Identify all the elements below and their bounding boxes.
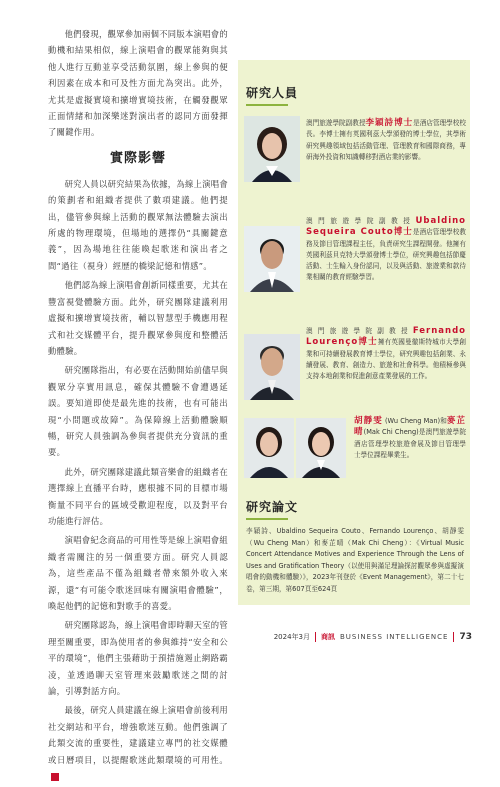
researcher-photo xyxy=(244,418,294,478)
bio-title: 澳門旅遊學院副教授 xyxy=(306,327,413,335)
paragraph: 研究人員以研究結果為依據，為線上演唱會的策劃者和組織者提供了數項建議。他們提出，儘管參與線上活動的觀眾無法體驗去演出所處的物理環境，但場地的選擇仍“具關鍵意義”，因為場地往往能喚起歌迷和演出者之間“過往（視身）經歷的橋梁記憶和情感”。 xyxy=(48,178,228,271)
bio-title: 澳門旅遊學院副教授 xyxy=(306,119,366,127)
bio-text: 是澳門旅遊學院酒店管理學校旅遊會展及節目管理學士學位課程畢業生。 xyxy=(354,428,466,459)
bio-text: 是酒店管理學校校長。李博士擁有英國利茲大學頒發的博士學位，其學術研究興趣領域包括活動管理、管理教育和國際商務，專研海外投資和知識轉移對酒店業的影響。 xyxy=(306,119,466,161)
page-number: 73 xyxy=(459,632,472,642)
researcher-bio xyxy=(354,416,466,461)
researcher-3 xyxy=(244,324,466,414)
researcher-bio xyxy=(306,326,466,382)
researcher-photo xyxy=(244,116,300,182)
researcher-bio xyxy=(306,216,466,284)
bio-text: 是酒店管理學校教務及節目管理課程主任，負責研究生課程開發。他擁有英國利茲貝克特大學頒發博士學位，研究興趣包括節慶活動、士生輪入身份認同，以及與活動、旅遊業和款待業相關的教育經驗學習。 xyxy=(306,228,467,282)
researcher-name: 麥芷晴 xyxy=(354,416,466,438)
researcher-bio xyxy=(306,118,466,163)
bio-title: 澳門旅遊學院副教授 xyxy=(306,217,416,225)
paper-citation: 李穎詩、Ubaldino Sequeira Couto、Fernando Lourenço、胡靜雯（Wu Cheng Man）和麥芷晴（Mak Chi Cheng）：《Virtual Music Concert Attendance Motives and Experience Through the Lens of Uses and Gratification Theory（以使用與滿足理論探討觀眾參與虛擬演唱會的動機和體驗）》，2023年刊登於《Event Management》，第二十七卷，第三期，第607頁至624頁 xyxy=(246,527,464,593)
paragraph: 此外，研究團隊建議此類音樂會的組織者在選擇線上直播平台時，應根據不同的目標市場衡量不同平台的區域受歡迎程度，以及對平台功能進行評估。 xyxy=(48,466,228,526)
researcher-photo xyxy=(296,418,346,478)
magazine-name: BUSINESS INTELLIGENCE xyxy=(340,633,449,641)
researcher-1 xyxy=(244,116,466,206)
paragraph: 演唱會紀念商品的可用性等是線上演唱會組織者需關注的另一個重要方面。研究人員認為，這些產品不僅為組織者帶來額外收入來源，還“有可能令歌迷回味有關演唱會體驗”，喚起他們的記憶和對歌手的喜愛。 xyxy=(48,535,228,611)
researchers-title: 研究人員 xyxy=(246,84,298,106)
footer-divider xyxy=(453,632,454,642)
paragraph-last xyxy=(48,702,228,784)
researcher-name: 李穎詩博士 xyxy=(365,118,414,128)
issue-date: 2024年3月 xyxy=(273,633,310,641)
researcher-photo xyxy=(244,226,300,292)
section-heading: 實際影響 xyxy=(109,150,166,166)
bio-text: 擁有英國曼徹斯特城市大學創業和可持續發展教育博士學位，研究興趣包括創業、永續發展、教育、創造力、旅遊和社會科學。他積極參與支持本地創業和促進創意產業發展的工作。 xyxy=(306,338,466,381)
paragraph: 他們發現，觀眾參加兩個不同版本演唱會的動機和結果相似，線上演唱會的觀眾能夠與其他人進行互動並享受活動氛圍，線上參與的便利因素在成本和可及性方面尤為突出。此外，尤其是虛擬實境和擴增實境技術，在觸發觀眾正面情緒和加深樂迷對演出者的認同方面發揮了關鍵作用。 xyxy=(48,29,228,138)
end-of-article-mark: BI xyxy=(51,773,59,781)
researchers-sidebar xyxy=(238,60,470,605)
paragraph: 研究團隊認為，線上演唱會即時聊天室的管理至關重要，即為使用者的參與維持“安全和公平的環境”，他們主張藉助于預措施遏止網路霸凌，並透過聊天室管理來鼓勵歌迷之間的討論，引導對話方向。 xyxy=(48,620,228,697)
page-footer xyxy=(274,632,472,642)
researcher-name: 胡靜雯 xyxy=(354,416,383,426)
researcher-name: Ubaldino Sequeira Couto博士 xyxy=(306,216,466,238)
researcher-2 xyxy=(244,212,466,320)
article-body xyxy=(48,26,228,787)
researcher-4 xyxy=(244,414,466,504)
magazine-brand: 商訊 xyxy=(321,633,335,641)
footer-divider xyxy=(315,632,316,642)
researcher-name-en: (Mak Chi Cheng) xyxy=(363,428,419,437)
paragraph: 他們認為線上演唱會創新同樣重要，尤其在豐富視覺體驗方面。此外，研究團隊建議利用虛擬和擴增實境技術，輔以智慧型手機應用程式和社交媒體平台，提升觀眾參與度和整體活動體驗。 xyxy=(48,280,228,356)
paragraph-text: 最後，研究人員建議在線上演唱會前後利用社交網站和平台，增強歌迷互動。他們強調了此類交流的重要性，建議建立專門的社交媒體或日曆項目，以提醒歌迷此類環境的可用性。 xyxy=(48,705,228,765)
paper-title: 研究論文 xyxy=(246,498,298,520)
researcher-photo xyxy=(244,334,300,400)
researcher-name-en: (Wu Cheng Man)和 xyxy=(382,417,447,425)
researcher-name: Fernando Lourenço博士 xyxy=(306,326,466,348)
paragraph: 研究團隊指出，有必要在活動開始前儘早與觀眾分享實用訊息，確保其體驗不會遭遇延誤。要知道即使是最先進的技術，也有可能出現“小問題或故障”。為保障線上活動體驗順暢，研究人員強調為參與者提供充分資訊的重要。 xyxy=(48,365,228,458)
